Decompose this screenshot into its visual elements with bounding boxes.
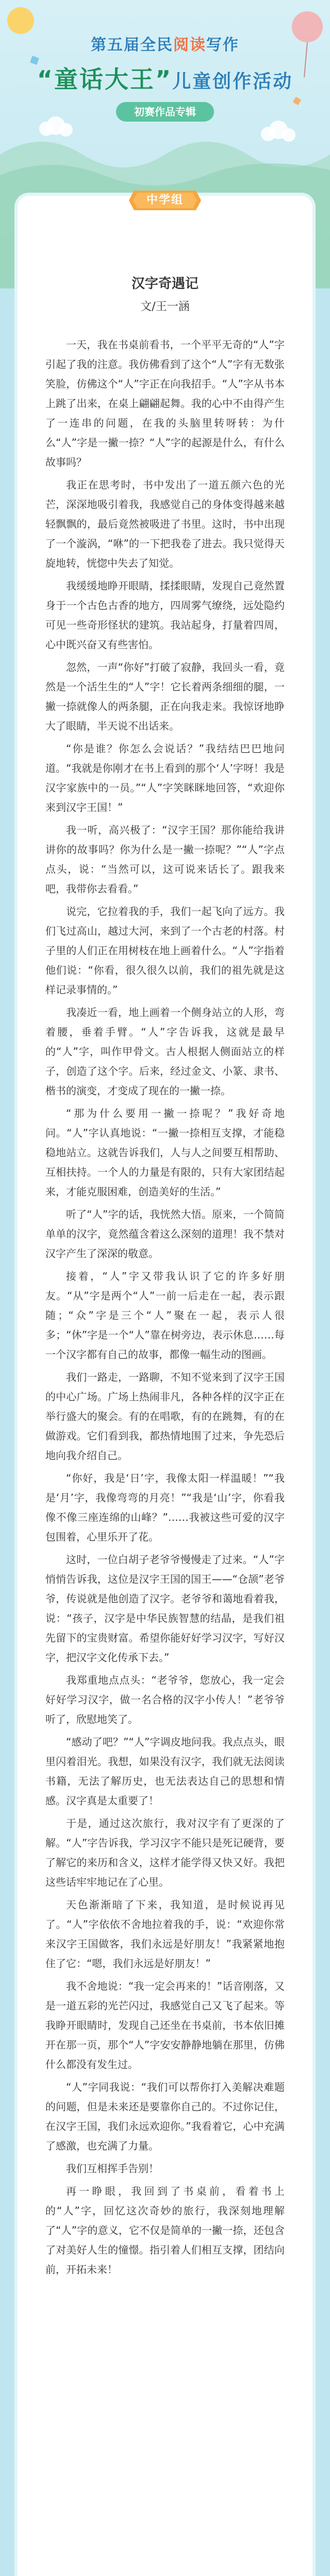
sun-icon (7, 7, 34, 34)
paragraph: “感动了吧？”“人”字调皮地问我。我点点头，眼里闪着泪光。我想，如果没有汉字，我们就无法阅读书籍，无法了解历史，也无法表达自己的思想和情感。汉字真是太重要了！ (45, 1736, 285, 1807)
paragraph: 我们互相挥手告别！ (66, 2162, 159, 2175)
paragraph: “你好，我是‘日’字，我像太阳一样温暖！”“我是‘月’字，我像弯弯的月亮！”“我是‘山’字，你看我像不像三座连绵的山峰？”……我被这些可爱的汉字包围着，心里乐开了花。 (45, 1472, 285, 1543)
event-title-line1 (0, 32, 330, 55)
paragraph: 我缓缓地睁开眼睛，揉揉眼睛，发现自己竟然置身于一个古色古香的地方，四周雾气缭绕，远处隐约可见一些奇形怪状的建筑。我站起身，打量着四周，心中既兴奋又有些害怕。 (45, 580, 285, 651)
paragraph: 接着，“人”字又带我认识了它的许多好朋友。“从”字是两个“人”一前一后走在一起，表示跟随；“众”字是三个“人”聚在一起，表示人很多；“休”字是一个“人”靠在树旁边，表示休息……每一个汉字都有自己的故事，都像一幅生动的图画。 (45, 1270, 285, 1361)
paragraph: 说完，它拉着我的手，我们一起飞向了远方。我们飞过高山，越过大河，来到了一个古老的村落。村子里的人们正在用树枝在地上画着什么。“人”字指着他们说：“你看，很久很久以前，我们的祖先就是这样记录事情的。” (45, 905, 285, 996)
paragraph: “人”字同我说：“我们可以帮你打入美解决难题的问题，但是未来还是要靠你自己的。不过你记住，在汉字王国，我们永远欢迎你。”我看着它，心中充满了感激，也充满了力量。 (45, 2081, 285, 2152)
event-title-suffix: 写作 (206, 36, 239, 54)
paragraph: 我们一路走，一路聊，不知不觉来到了汉字王国的中心广场。广场上热闹非凡，各种各样的汉字正在举行盛大的聚会。有的在唱歌，有的在跳舞，有的在做游戏。它们看到我，都热情地围了过来，争先恐后地向我介绍自己。 (45, 1371, 285, 1462)
group-badge-label: 中学组 (146, 194, 184, 207)
paragraph: 我不舍地说：“我一定会再来的！”话音刚落，又是一道五彩的光芒闪过，我感觉自己又飞了起来。等我睁开眼睛时，发现自己还坐在书桌前，书本依旧摊开在那一页，那个“人”字安安静静地躺在那里，仿佛什么都没有发生过。 (45, 1980, 285, 2071)
paragraph: 我郑重地点点头：“老爷爷，您放心，我一定会好好学习汉字，做一名合格的汉字小传人！”老爷爷听了，欣慰地笑了。 (45, 1674, 285, 1725)
paragraph: “你是谁？你怎么会说话？”我结结巴巴地问道。“我就是你刚才在书上看到的那个‘人’字呀！我是汉字家族中的一员。”“人”字笑眯眯地回答，“欢迎你来到汉字王国！” (45, 742, 285, 814)
collection-ribbon: 初赛作品专辑 (116, 102, 214, 122)
paragraph: 我凑近一看，地上画着一个侧身站立的人形，弯着腰，垂着手臂。“人”字告诉我，这就是最早的“人”字，叫作甲骨文。古人根据人侧面站立的样子，创造了这个字。后来，经过金文、小篆、隶书、楷书的演变，才变成了现在的一撇一捺。 (45, 1006, 285, 1097)
paragraph: 一天，我在书桌前看书，一个平平无奇的“人”字引起了我的注意。我仿佛看到了这个“人”字有无数张笑脸，仿佛这个“人”字正在向我招手。“人”字从书本上跳了出来，在桌上翩翩起舞。我的心中不由得产生了一连串的问题，在我的头脑里转呀转：为什么“人”字是一撇一捺？“人”字的起源是什么，有什么故事吗？ (45, 338, 285, 468)
paragraph: 我一听，高兴极了：“汉字王国？那你能给我讲讲你的故事吗？你为什么是一撇一捺呢？”“人”字点点头，说：“当然可以，这可说来话长了。跟我来吧，我带你去看看。” (45, 824, 285, 895)
paragraph: 于是，通过这次旅行，我对汉字有了更深的了解。“人”字告诉我，学习汉字不能只是死记硬背，要了解它的来历和含义，这样才能学得又快又好。我把这些话牢牢地记在了心里。 (45, 1817, 285, 1888)
group-badge (129, 188, 201, 213)
event-title-tail: 儿童创作活动 (172, 71, 293, 92)
paragraph: 忽然，一声“你好”打破了寂静，我回头一看，竟然是一个活生生的“人”字！它长着两条细细的腿，一撇一捺就像人的两条腿，正在向我走来。我惊讶地睁大了眼睛，半天说不出话来。 (45, 661, 285, 732)
paragraph: 天色渐渐暗了下来，我知道，是时候说再见了。“人”字依依不舍地拉着我的手，说：“欢迎你常来汉字王国做客，我们永远是好朋友！”我紧紧地抱住了它：“嗯，我们永远是好朋友！” (45, 1899, 285, 1970)
paragraph: “那为什么要用一撇一捺呢？”我好奇地问。“人”字认真地说：“一撇一捺相互支撑，才能稳稳地站立。这就告诉我们，人与人之间要互相帮助、互相扶持。一个人的力量是有限的，只有大家团结起来，才能克服困难，创造美好的生活。” (45, 1107, 285, 1198)
event-title-line2 (0, 61, 330, 95)
article-title: 汉字奇遇记 (131, 276, 199, 292)
event-title-main: “童话大王” (37, 65, 173, 93)
article-author: 文/王一涵 (140, 300, 190, 313)
paragraph: 这时，一位白胡子老爷爷慢慢走了过来。“人”字悄悄告诉我，这位是汉字王国的国王——“仓颉”老爷爷，传说就是他创造了汉字。老爷爷和蔼地看着我，说：“孩子，汉字是中华民族智慧的结晶，是我们祖先留下的宝贵财富。希望你能好好学习汉字，写好汉字，把汉字文化传承下去。” (45, 1553, 285, 1664)
article-card (18, 196, 312, 2576)
article-body (45, 335, 285, 2282)
paragraph: 听了“人”字的话，我恍然大悟。原来，一个简简单单的汉字，竟然蕴含着这么深刻的道理！我不禁对汉字产生了深深的敬意。 (45, 1208, 285, 1260)
event-title-prefix: 第五届全民 (91, 36, 173, 54)
event-title-highlight: 阅读 (173, 36, 206, 54)
paragraph: 我正在思考时，书中发出了一道五颜六色的光芒，深深地吸引着我，我感觉自己的身体变得越来越轻飘飘的，最后竟然被吸进了书里。这时，书中出现了一个漩涡，“咻”的一下把我卷了进去。我只觉得天旋地转，恍惚中失去了知觉。 (45, 479, 285, 569)
paragraph: 再一睁眼，我回到了书桌前，看着书上的“人”字，回忆这次奇妙的旅行，我深刻地理解了“人”字的意义，它不仅是简单的一撇一捺，还包含了对美好人生的憧憬。指引着人们相互支撑，团结向前，开拓未来！ (45, 2185, 285, 2276)
